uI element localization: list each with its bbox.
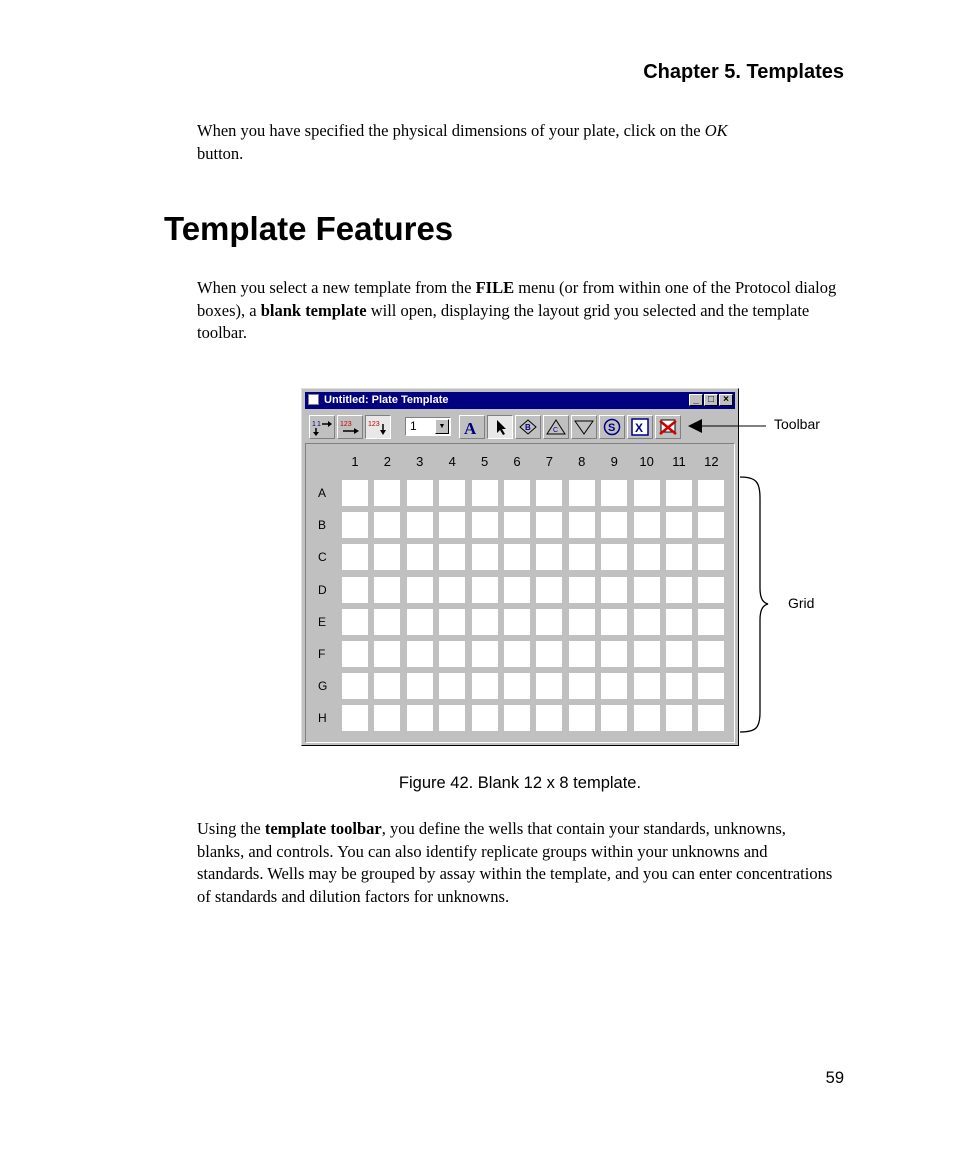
grid-well[interactable] <box>536 705 562 731</box>
figure-caption: Figure 42. Blank 12 x 8 template. <box>398 774 642 792</box>
grid-well[interactable] <box>407 641 433 667</box>
grid-well[interactable] <box>439 480 465 506</box>
row-header[interactable]: D <box>318 582 327 597</box>
column-header[interactable]: 2 <box>383 454 391 469</box>
grid-well[interactable] <box>569 641 595 667</box>
blank-button[interactable] <box>515 415 541 439</box>
minimize-button[interactable]: _ <box>689 394 703 406</box>
grid-well[interactable] <box>601 577 627 603</box>
grid-well[interactable] <box>569 480 595 506</box>
para3-bold-template-toolbar: template toolbar <box>264 819 382 838</box>
grid-well[interactable] <box>439 577 465 603</box>
grid-well[interactable] <box>472 544 498 570</box>
grid-well[interactable] <box>407 512 433 538</box>
grid-annotation: Grid <box>788 595 815 611</box>
font-button[interactable] <box>459 415 485 439</box>
row-header[interactable]: A <box>318 486 327 500</box>
grid-well[interactable] <box>504 705 530 731</box>
grid-well[interactable] <box>374 512 400 538</box>
grid-well[interactable] <box>374 480 400 506</box>
grid-well[interactable] <box>504 609 530 635</box>
grid-well[interactable] <box>569 544 595 570</box>
svg-text:1: 1 <box>312 421 316 428</box>
grid-well[interactable] <box>601 673 627 699</box>
blank-diamond-icon <box>517 418 539 436</box>
row-header[interactable]: E <box>318 614 327 629</box>
grid-well[interactable] <box>504 544 530 570</box>
svg-text:X: X <box>635 421 644 435</box>
para2-text-1: When you select a new template from the <box>197 278 476 297</box>
column-header[interactable]: 3 <box>416 454 424 469</box>
grid-well[interactable] <box>536 673 562 699</box>
paragraph-template-open <box>197 277 837 345</box>
column-header[interactable]: 6 <box>513 454 521 469</box>
grid-bracket <box>740 477 768 732</box>
clear-button[interactable] <box>655 415 681 439</box>
grid-well[interactable] <box>601 544 627 570</box>
para2-bold-blank-template: blank template <box>260 300 367 320</box>
svg-text:A: A <box>464 419 477 436</box>
annotation-lines <box>680 410 800 750</box>
control-triangle-icon <box>545 418 567 436</box>
control-button[interactable] <box>543 415 569 439</box>
paragraph-toolbar-usage <box>197 818 837 908</box>
grid-well[interactable] <box>536 480 562 506</box>
plate-template-window <box>301 388 739 746</box>
plate-grid <box>305 443 735 743</box>
grid-well[interactable] <box>536 577 562 603</box>
grid-well[interactable] <box>569 673 595 699</box>
column-header[interactable]: 10 <box>639 454 654 469</box>
unknown-triangle-down-icon <box>573 418 595 436</box>
grid-well[interactable] <box>504 512 530 538</box>
grid-well[interactable] <box>472 577 498 603</box>
window-titlebar <box>305 392 735 409</box>
fill-numbered-button[interactable] <box>337 415 363 439</box>
svg-text:C: C <box>553 427 559 434</box>
column-header[interactable]: 5 <box>480 454 489 469</box>
grid-well[interactable] <box>601 480 627 506</box>
column-header[interactable]: 11 <box>672 454 686 469</box>
grid-well[interactable] <box>634 673 660 699</box>
para3-text-1: Using the <box>197 819 265 838</box>
grid-well[interactable] <box>472 609 498 635</box>
grid-well[interactable] <box>634 480 660 506</box>
grid-well[interactable] <box>439 705 465 731</box>
grid-well[interactable] <box>342 673 368 699</box>
grid-well[interactable] <box>342 544 368 570</box>
grid-well[interactable] <box>342 609 368 635</box>
section-title: Template Features <box>164 210 454 247</box>
column-header[interactable]: 7 <box>545 454 553 469</box>
grid-well[interactable] <box>342 512 368 538</box>
maximize-button[interactable]: □ <box>704 394 718 406</box>
grid-well[interactable] <box>407 705 433 731</box>
grid-well[interactable] <box>342 641 368 667</box>
standard-s-icon <box>601 418 623 436</box>
grid-well[interactable] <box>342 577 368 603</box>
grid-well[interactable] <box>374 544 400 570</box>
row-header[interactable]: F <box>318 647 326 661</box>
svg-text:123: 123 <box>368 421 380 428</box>
grid-well[interactable] <box>569 512 595 538</box>
para2-text-2: menu (or from within one of the Protocol dialog boxes), a <box>197 278 837 320</box>
column-header[interactable]: 1 <box>351 454 359 469</box>
window-title: Untitled: Plate Template <box>324 394 449 406</box>
intro-text-end: button. <box>197 143 244 163</box>
grid-well[interactable] <box>601 512 627 538</box>
grid-well[interactable] <box>601 705 627 731</box>
para2-bold-file: FILE <box>475 278 515 297</box>
grid-well[interactable] <box>536 641 562 667</box>
grid-well[interactable] <box>634 705 660 731</box>
grid-well[interactable] <box>634 577 660 603</box>
grid-well[interactable] <box>569 577 595 603</box>
chevron-down-icon[interactable]: ▼ <box>435 419 449 434</box>
grid-well[interactable] <box>472 705 498 731</box>
grid-well[interactable] <box>407 480 433 506</box>
grid-well[interactable] <box>504 641 530 667</box>
row-header[interactable]: H <box>318 711 327 726</box>
column-header[interactable]: 4 <box>448 454 456 469</box>
grid-well[interactable] <box>536 544 562 570</box>
grid-well[interactable] <box>536 609 562 635</box>
svg-text:B: B <box>525 423 531 432</box>
intro-text: When you have specified the physical dimensions of your plate, click on the <box>197 121 705 140</box>
grid-well[interactable] <box>536 512 562 538</box>
grid-well[interactable] <box>439 544 465 570</box>
toolbar-annotation: Toolbar <box>774 416 820 432</box>
grid-well[interactable] <box>374 609 400 635</box>
grid-well[interactable] <box>407 577 433 603</box>
grid-well[interactable] <box>504 480 530 506</box>
row-header[interactable]: C <box>318 550 327 565</box>
intro-paragraph <box>197 120 837 165</box>
para2-text-3: will open, displaying the layout grid you selected and the template toolbar. <box>197 300 810 342</box>
grid-well[interactable] <box>472 673 498 699</box>
ok-emphasis: OK <box>704 121 728 140</box>
exclude-x-icon <box>629 418 651 436</box>
grid-well[interactable] <box>504 577 530 603</box>
fill-across-button[interactable] <box>309 415 335 439</box>
grid-well[interactable] <box>439 609 465 635</box>
grid-well[interactable] <box>439 641 465 667</box>
clear-icon <box>657 418 679 436</box>
grid-well[interactable] <box>569 609 595 635</box>
grid-well[interactable] <box>439 673 465 699</box>
svg-text:123: 123 <box>340 421 352 428</box>
grid-well[interactable] <box>439 512 465 538</box>
grid-well[interactable] <box>374 705 400 731</box>
svg-text:S: S <box>608 422 616 434</box>
grid-well[interactable] <box>342 480 368 506</box>
font-a-icon <box>461 418 483 436</box>
grid-well[interactable] <box>634 512 660 538</box>
unknown-button[interactable] <box>571 415 597 439</box>
toolbar-pointer-arrow <box>688 419 702 433</box>
column-header[interactable]: 8 <box>578 454 586 469</box>
grid-well[interactable] <box>407 544 433 570</box>
grid-well[interactable] <box>634 641 660 667</box>
chapter-header: Chapter 5. Templates <box>643 61 844 83</box>
grid-well[interactable] <box>504 673 530 699</box>
grid-well[interactable] <box>342 705 368 731</box>
replicate-combo[interactable] <box>405 417 451 436</box>
fill-down-icon <box>367 418 389 436</box>
row-header[interactable]: B <box>318 518 327 533</box>
fill-down-button[interactable] <box>365 415 391 439</box>
template-toolbar <box>305 412 735 442</box>
grid-well[interactable] <box>374 577 400 603</box>
para3-text-2: , you define the wells that contain your standards, unknowns, blanks, and controls. You can also identify replicate groups within your unknowns and standards. Wells may be grouped by assay within the template, and you can enter concentrations of standards and dilution factors for unknowns. <box>197 819 833 906</box>
svg-text:1: 1 <box>317 421 321 428</box>
grid-well[interactable] <box>634 544 660 570</box>
fill-across-icon <box>311 418 333 436</box>
grid-well[interactable] <box>634 609 660 635</box>
grid-well[interactable] <box>407 609 433 635</box>
grid-well[interactable] <box>374 673 400 699</box>
grid-well[interactable] <box>601 641 627 667</box>
grid-well[interactable] <box>569 705 595 731</box>
pointer-icon <box>489 418 511 436</box>
standard-button[interactable] <box>599 415 625 439</box>
grid-well[interactable] <box>472 480 498 506</box>
row-header[interactable]: G <box>318 679 328 694</box>
window-app-icon <box>308 394 319 405</box>
grid-well[interactable] <box>374 641 400 667</box>
grid-well[interactable] <box>472 512 498 538</box>
exclude-button[interactable] <box>627 415 653 439</box>
fill-numbered-icon <box>339 418 361 436</box>
close-button[interactable]: × <box>719 394 733 406</box>
grid-well[interactable] <box>407 673 433 699</box>
grid-well[interactable] <box>601 609 627 635</box>
grid-well[interactable] <box>472 641 498 667</box>
combo-value: 1 <box>410 419 417 433</box>
column-header[interactable]: 9 <box>610 454 618 469</box>
column-header[interactable]: 12 <box>704 454 719 469</box>
page-number: 59 <box>825 1069 844 1087</box>
pointer-button[interactable] <box>487 415 513 439</box>
